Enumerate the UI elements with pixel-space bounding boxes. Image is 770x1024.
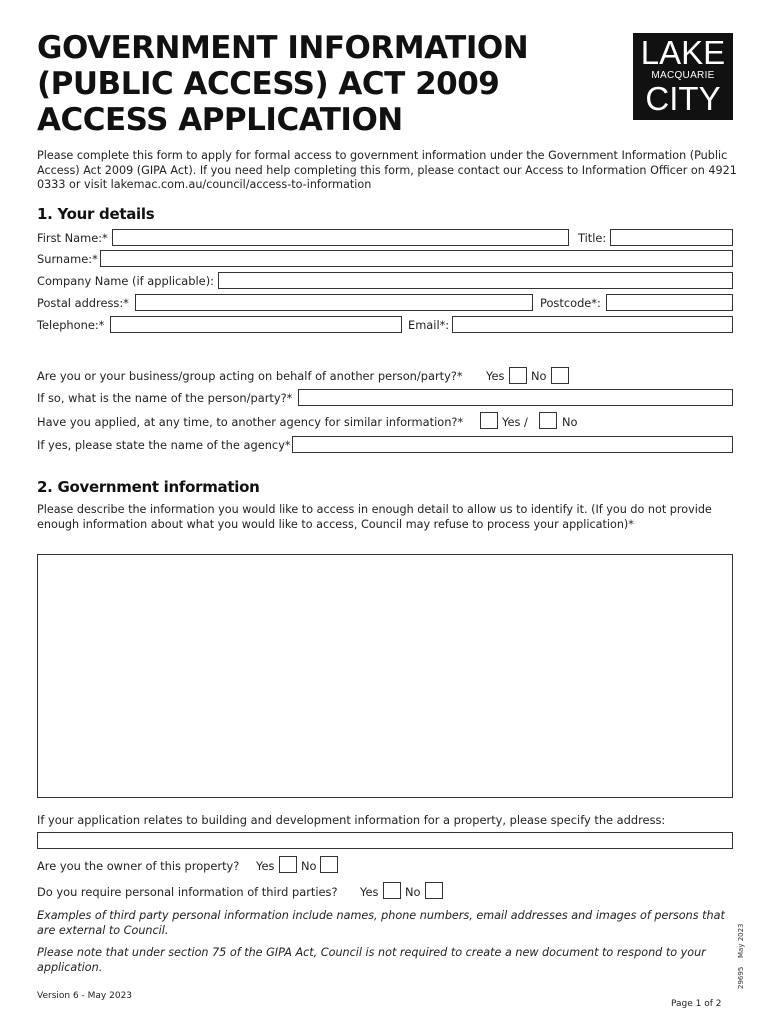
behalf-yes-checkbox[interactable] — [509, 367, 527, 384]
third-party-question: Do you require personal information of third parties? — [37, 885, 338, 899]
title-line-3: ACCESS APPLICATION — [37, 102, 403, 138]
person-question: If so, what is the name of the person/party?* — [37, 391, 293, 405]
title-field[interactable] — [610, 229, 733, 246]
applied-question: Have you applied, at any time, to another agency for similar information?* — [37, 415, 464, 429]
email-label: Email*: — [408, 318, 450, 332]
logo-line-3: CITY — [645, 80, 721, 117]
third-party-no-checkbox[interactable] — [425, 882, 443, 899]
side-code: 29695 — [737, 966, 745, 989]
lake-macquarie-city-logo — [633, 33, 733, 120]
agency-question: If yes, please state the name of the agency* — [37, 438, 291, 452]
agency-field[interactable] — [292, 436, 733, 453]
telephone-field[interactable] — [110, 316, 402, 333]
side-date: May 2023 — [737, 923, 745, 958]
applied-yes-label: Yes / — [502, 415, 528, 429]
behalf-question: Are you or your business/group acting on behalf of another person/party?* — [37, 369, 463, 383]
first-name-label: First Name:* — [37, 231, 108, 245]
section-75-note: Please note that under section 75 of the GIPA Act, Council is not required to create a new document to respond to your application. — [37, 946, 706, 974]
owner-yes-label: Yes — [256, 859, 275, 873]
section-1-heading: 1. Your details — [37, 205, 155, 223]
property-address-field[interactable] — [37, 832, 733, 849]
first-name-field[interactable] — [112, 229, 569, 246]
email-field[interactable] — [452, 316, 733, 333]
applied-no-label: No — [562, 415, 578, 429]
postcode-field[interactable] — [606, 294, 733, 311]
person-field[interactable] — [298, 389, 733, 406]
third-party-yes-checkbox[interactable] — [383, 882, 401, 899]
surname-label: Surname:* — [37, 252, 98, 266]
building-question: If your application relates to building and development information for a property, please specify the address: — [37, 813, 666, 827]
logo-line-1: LAKE — [640, 34, 726, 71]
title-line-2: (PUBLIC ACCESS) ACT 2009 — [37, 66, 500, 102]
company-label: Company Name (if applicable): — [37, 274, 214, 288]
page-title — [37, 30, 597, 138]
applied-yes-checkbox[interactable] — [480, 412, 498, 429]
third-party-no-label: No — [405, 885, 421, 899]
version-text: Version 6 - May 2023 — [37, 991, 133, 1001]
postal-address-field[interactable] — [135, 294, 533, 311]
behalf-no-checkbox[interactable] — [551, 367, 569, 384]
page-number: Page 1 of 2 — [671, 999, 722, 1009]
owner-no-label: No — [301, 859, 317, 873]
company-field[interactable] — [218, 272, 733, 289]
title-label: Title: — [578, 231, 607, 245]
telephone-label: Telephone:* — [37, 318, 105, 332]
third-party-examples: Examples of third party personal information include names, phone numbers, email addresses and images of persons that are external to Council. — [37, 909, 725, 937]
owner-yes-checkbox[interactable] — [279, 856, 297, 873]
title-line-1: GOVERNMENT INFORMATION — [37, 30, 529, 66]
postcode-label: Postcode*: — [540, 296, 601, 310]
behalf-no-label: No — [531, 369, 547, 383]
postal-address-label: Postal address:* — [37, 296, 129, 310]
information-description-field[interactable] — [37, 554, 733, 798]
behalf-yes-label: Yes — [486, 369, 505, 383]
section-2-heading: 2. Government information — [37, 478, 260, 496]
owner-no-checkbox[interactable] — [320, 856, 338, 873]
third-party-yes-label: Yes — [360, 885, 379, 899]
describe-instructions: Please describe the information you would like to access in enough detail to allow us to identify it. (If you do not provide enough information about what you would like to access, Council may refuse to process your application)* — [37, 503, 712, 531]
intro-text: Please complete this form to apply for formal access to government information under the Government Information (Public Access) Act 2009 (GIPA Act). If you need help completing this form, please contact our Access to Information Officer on 4921 0333 or visit lakemac.com.au/council/access-to-information — [37, 149, 737, 192]
surname-field[interactable] — [100, 250, 733, 267]
applied-no-checkbox[interactable] — [539, 412, 557, 429]
owner-question: Are you the owner of this property? — [37, 859, 240, 873]
logo-line-2: MACQUARIE — [651, 70, 715, 81]
